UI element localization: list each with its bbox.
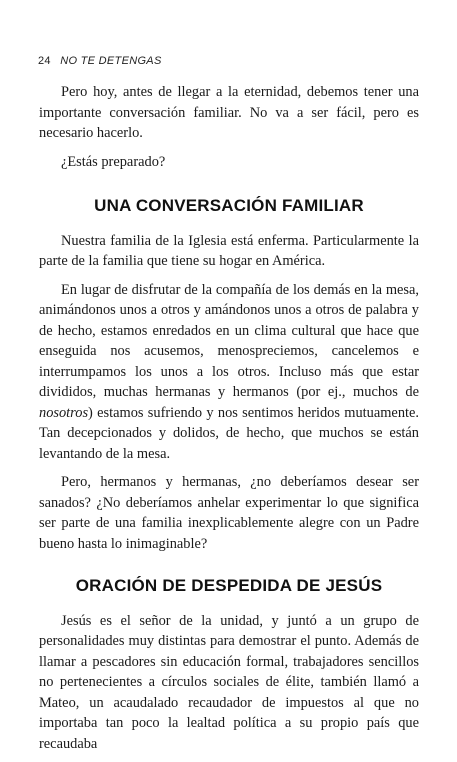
- page-body: [39, 82, 419, 762]
- section-heading: UNA CONVERSACIÓN FAMILIAR: [94, 196, 364, 215]
- book-title: NO TE DETENGAS: [60, 55, 162, 67]
- page-number: 24: [38, 55, 51, 67]
- section-heading: ORACIÓN DE DESPEDIDA DE JESÚS: [75, 576, 383, 595]
- paragraph: ¿Estás preparado?: [61, 153, 166, 170]
- running-head: [38, 55, 162, 67]
- paragraph: Pero, hermanos y hermanas, ¿no deberíamos desear ser sanados? ¿No deberíamos anhelar experimentar lo que significa ser parte de una familia inexplicablemente alegre con un Padre bueno hasta lo inimaginable?: [39, 474, 419, 552]
- paragraph: Pero hoy, antes de llegar a la eternidad, debemos tener una importante conversación familiar. No va a ser fácil, pero es necesario hacerlo.: [39, 84, 419, 141]
- paragraph: Nuestra familia de la Iglesia está enferma. Particularmente la parte de la familia que tiene su hogar en América.: [39, 232, 419, 269]
- paragraph: Jesús es el señor de la unidad, y juntó a un grupo de personalidades muy distintas para demostrar el punto. Además de llamar a pescadores sin educación formal, trabajadores sencillos no pertenecientes a círculos sociales de élite, también llamó a Mateo, un acaudalado recaudador de impuestos al que no importaba tan poco la lealtad política a su propio país que recaudaba: [39, 612, 419, 752]
- paragraph-text: ) estamos sufriendo y nos sentimos heridos mutuamente. Tan decepcionados y dolidos, de hecho, que muchos se están levantando de la mesa.: [39, 404, 419, 462]
- paragraph-text: En lugar de disfrutar de la compañía de los demás en la mesa, animándonos unos a otros y amándonos unos a otros de palabra y de hecho, estamos enredados en un clima cultural que hace que enseguida nos acusemos, menospreciemos, cancelemos e interrumpamos los unos a los otros. Incluso más que estar divididos, muchas hermanas y hermanos (por ej., muchos de: [39, 281, 419, 400]
- emphasis: nosotros: [39, 404, 89, 421]
- paragraph: [39, 280, 419, 465]
